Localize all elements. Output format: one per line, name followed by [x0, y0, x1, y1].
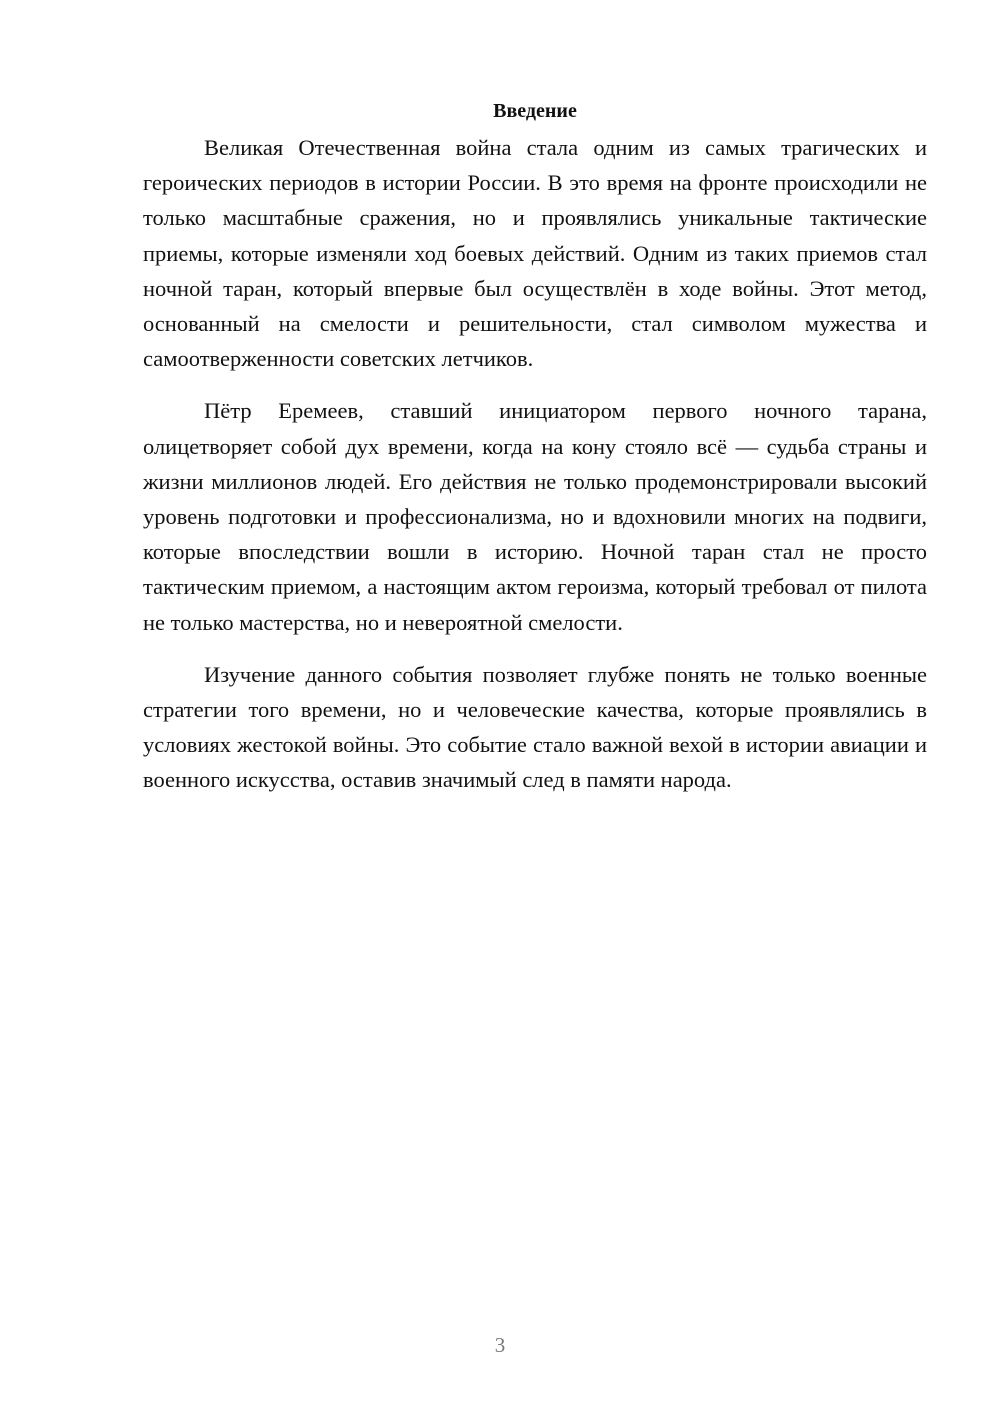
paragraph-1: Великая Отечественная война стала одним из самых трагических и героических периодов в истории России. В это время на фронте происходили не только масштабные сражения, но и проявлялись уникальные тактические приемы, которые изменяли ход боевых действий. Одним из таких приемов стал ночной таран, который впервые был осуществлён в ходе войны. Этот метод, основанный на смелости и решительности, стал символом мужества и самоотверженности советских летчиков. — [143, 135, 927, 372]
paragraph-2: Пётр Еремеев, ставший инициатором первого ночного тарана, олицетворяет собой дух времени, когда на кону стояло всё — судьба страны и жизни миллионов людей. Его действия не только продемонстрировали высокий уровень подготовки и профессионализма, но и вдохновили многих на подвиги, которые впоследствии вошли в историю. Ночной таран стал не просто тактическим приемом, а настоящим актом героизма, который требовал от пилота не только мастерства, но и невероятной смелости. — [143, 398, 927, 635]
page-content — [143, 94, 927, 815]
page-number: 3 — [494, 1333, 506, 1357]
section-heading: Введение — [493, 100, 577, 122]
paragraph-3: Изучение данного события позволяет глубже понять не только военные стратегии того времени, но и человеческие качества, которые проявлялись в условиях жестокой войны. Это событие стало важной вехой в истории авиации и военного искусства, оставив значимый след в памяти народа. — [143, 661, 927, 793]
